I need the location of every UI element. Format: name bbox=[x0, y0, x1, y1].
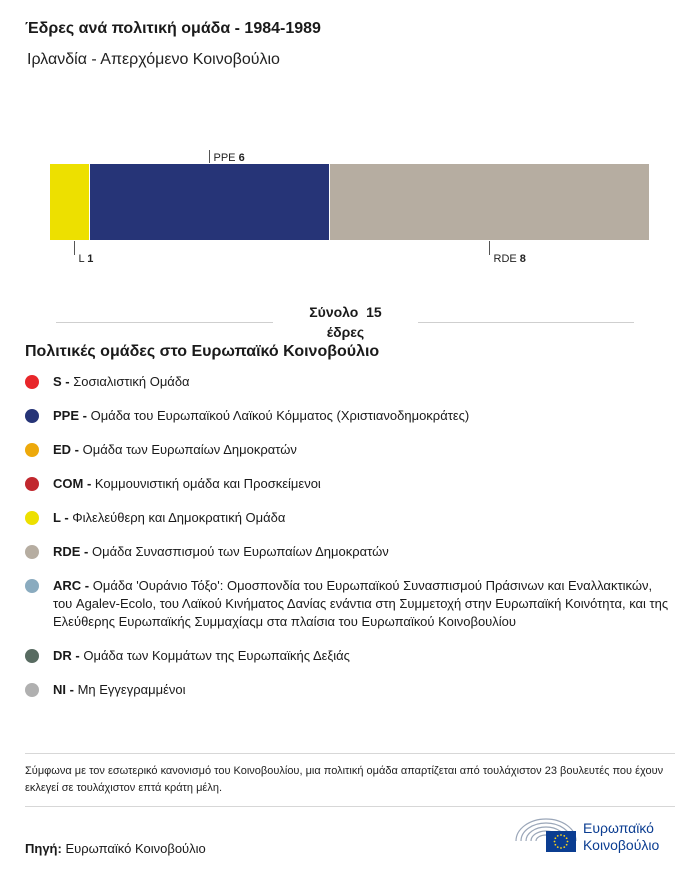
bar-segment-rde bbox=[330, 164, 649, 240]
legend-dot-icon bbox=[25, 477, 39, 491]
data-label-ppe: PPE 6 bbox=[213, 152, 245, 164]
legend-text bbox=[53, 509, 285, 527]
legend-abbr: RDE - bbox=[53, 544, 92, 559]
legend-item-com bbox=[25, 475, 670, 493]
total-value: 15 bbox=[366, 304, 382, 320]
logo-text-line2: Κοινοβούλιο bbox=[583, 837, 660, 853]
legend-item-ni bbox=[25, 681, 670, 699]
data-label-rde: RDE 8 bbox=[493, 253, 526, 265]
legend-dot-icon bbox=[25, 683, 39, 697]
logo-text bbox=[583, 820, 659, 854]
legend-dot-icon bbox=[25, 511, 39, 525]
legend-text bbox=[53, 441, 297, 459]
source-label: Πηγή: bbox=[25, 841, 62, 856]
legend-dot-icon bbox=[25, 579, 39, 593]
legend-item-dr bbox=[25, 647, 670, 665]
legend-text bbox=[53, 681, 186, 699]
legend-dot-icon bbox=[25, 443, 39, 457]
total-seats bbox=[273, 302, 418, 342]
political-groups-legend bbox=[25, 373, 670, 699]
legend-dot-icon bbox=[25, 649, 39, 663]
total-divider-right bbox=[418, 322, 634, 323]
legend-text bbox=[53, 647, 350, 665]
total-unit: έδρες bbox=[326, 324, 365, 340]
legend-description: Κομμουνιστική ομάδα και Προσκείμενοι bbox=[94, 476, 321, 491]
legend-abbr: PPE - bbox=[53, 408, 91, 423]
legend-description: Μη Εγγεγραμμένοι bbox=[77, 682, 186, 697]
legend-abbr: L - bbox=[53, 510, 73, 525]
legend-dot-icon bbox=[25, 409, 39, 423]
legend-dot-icon bbox=[25, 545, 39, 559]
legend-item-s bbox=[25, 373, 670, 391]
source bbox=[25, 841, 206, 856]
legend-abbr: DR - bbox=[53, 648, 84, 663]
legend-dot-icon bbox=[25, 375, 39, 389]
legend-text bbox=[53, 577, 670, 631]
legend-description: Φιλελεύθερη και Δημοκρατική Ομάδα bbox=[72, 510, 286, 525]
note-divider-top bbox=[25, 753, 675, 754]
legend-text bbox=[53, 543, 389, 561]
legend-abbr: S - bbox=[53, 374, 74, 389]
legend-item-ed bbox=[25, 441, 670, 459]
legend-item-rde bbox=[25, 543, 670, 561]
legend-abbr: NI - bbox=[53, 682, 78, 697]
stacked-seat-bar-chart bbox=[0, 140, 700, 280]
total-divider-left bbox=[56, 322, 273, 323]
legend-description: Ομάδα 'Ουράνιο Τόξο': Ομοσπονδία του Ευρωπαϊκού Συνασπισμού Πράσινων και Εναλλακτικών, του Agalev-Ecolo, του Λαϊκού Κινήματος Δανίας ενάντια στη Συμμετοχή στην Ευρωπαϊκή Κοινότητα, και της Ελεύθερης Ευρωπαϊκής Συμμαχίαςμ στα πλαίσια του Ευρωπαϊκού Κοινοβουλίου bbox=[53, 578, 669, 629]
legend-title: Πολιτικές ομάδες στο Ευρωπαϊκό Κοινοβούλιο bbox=[25, 343, 380, 360]
legend-item-arc bbox=[25, 577, 670, 631]
legend-text bbox=[53, 475, 321, 493]
legend-item-l bbox=[25, 509, 670, 527]
legend-text bbox=[53, 373, 190, 391]
legend-abbr: ED - bbox=[53, 442, 83, 457]
note-divider-bottom bbox=[25, 806, 675, 807]
legend-abbr: ARC - bbox=[53, 578, 93, 593]
legend-description: Ομάδα των Κομμάτων της Ευρωπαϊκής Δεξιάς bbox=[83, 648, 350, 663]
legend-description: Ομάδα Συνασπισμού των Ευρωπαίων Δημοκρατών bbox=[92, 544, 389, 559]
total-label: Σύνολο bbox=[309, 304, 359, 320]
footnote: Σύμφωνα με τον εσωτερικό κανονισμό του Κοινοβουλίου, μια πολιτική ομάδα απαρτίζεται από τουλάχιστον 23 βουλευτές που έχουν εκλεγεί σε τουλάχιστον επτά κράτη μέλη. bbox=[25, 765, 664, 794]
legend-description: Ομάδα του Ευρωπαϊκού Λαϊκού Κόμματος (Χριστιανοδημοκράτες) bbox=[90, 408, 470, 423]
legend-text bbox=[53, 407, 469, 425]
bar-segment-l bbox=[50, 164, 89, 240]
logo-text-line1: Ευρωπαϊκό bbox=[583, 820, 654, 836]
legend-description: Ομάδα των Ευρωπαίων Δημοκρατών bbox=[82, 442, 297, 457]
bar-segment-ppe bbox=[90, 164, 329, 240]
chart-subtitle: Ιρλανδία - Απερχόμενο Κοινοβούλιο bbox=[27, 51, 280, 68]
legend-item-ppe bbox=[25, 407, 670, 425]
legend-abbr: COM - bbox=[53, 476, 95, 491]
legend-description: Σοσιαλιστική Ομάδα bbox=[73, 374, 190, 389]
chart-title: Έδρες ανά πολιτική ομάδα - 1984-1989 bbox=[25, 20, 321, 37]
source-value: Ευρωπαϊκό Κοινοβούλιο bbox=[65, 841, 206, 856]
data-label-l: L 1 bbox=[78, 253, 94, 265]
